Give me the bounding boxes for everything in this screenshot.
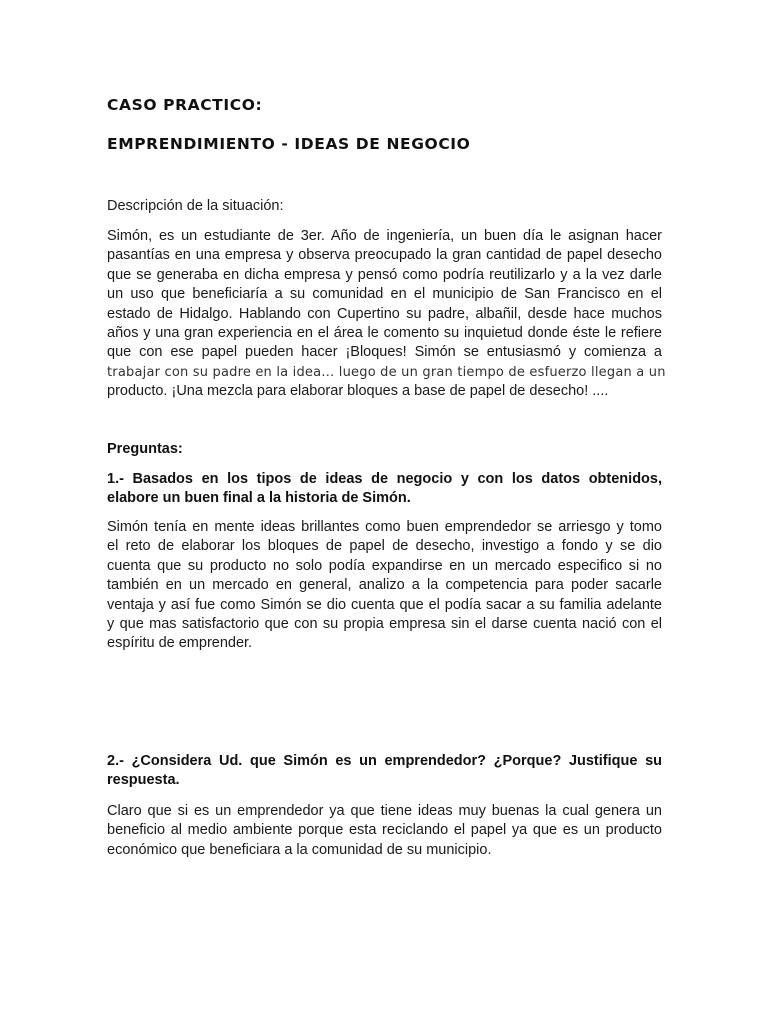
- answer-1-line: Simón tenía en mente ideas brillantes como buen emprendedor se arriesgo y tomo: [107, 519, 662, 535]
- description-line: Simón, es un estudiante de 3er. Año de ingeniería, un buen día le asignan hacer: [107, 228, 662, 244]
- description-label: Descripción de la situación:: [107, 198, 284, 214]
- description-line: producto. ¡Una mezcla para elaborar bloques a base de papel de desecho! ....: [107, 383, 609, 400]
- document-title: CASO PRACTICO:: [107, 96, 263, 114]
- answer-2-line: Claro que si es un emprendedor ya que tiene ideas muy buenas la cual genera un: [107, 803, 662, 819]
- answer-2-line: económico que beneficiara a la comunidad de su municipio.: [107, 841, 492, 858]
- question-1-line: 1.- Basados en los tipos de ideas de negocio y con los datos obtenidos,: [107, 471, 662, 487]
- question-2-line: 2.- ¿Considera Ud. que Simón es un emprendedor? ¿Porque? Justifique su: [107, 753, 662, 769]
- question-2: [107, 752, 662, 791]
- answer-1-line: cuenta que su producto no solo podía expandirse en un mercado especifico si no: [107, 557, 662, 574]
- description-line: que se generaba en dicha empresa y pensó como podría reutilizarlo y a la vez darle: [107, 266, 662, 283]
- question-1-line: elabore un buen final a la historia de Simón.: [107, 490, 411, 507]
- answer-1-line: espíritu de emprender.: [107, 635, 253, 652]
- answer-1-line: el reto de elaborar los bloques de papel de desecho, investigo a fondo y se dio: [107, 538, 662, 555]
- description-line: trabajar con su padre en la idea… luego de un gran tiempo de esfuerzo llegan a un: [107, 364, 666, 380]
- description-line: años y una gran experiencia en el área le comento su inquietud donde éste le refiere: [107, 325, 662, 342]
- answer-2: [107, 802, 662, 860]
- answer-2-line: beneficio al medio ambiente porque esta reciclando el papel ya que es un producto: [107, 822, 662, 839]
- answer-1: [107, 518, 662, 654]
- answer-1-line: ventaja y así fue como Simón se dio cuenta que el podía sacar a su familia adelante: [107, 596, 662, 613]
- answer-1-line: y que mas satisfactorio que con su propia empresa sin el darse cuenta nació con el: [107, 616, 662, 633]
- question-2-line: respuesta.: [107, 772, 180, 789]
- document-subtitle: EMPRENDIMIENTO - IDEAS DE NEGOCIO: [107, 135, 471, 153]
- description-line: que con ese papel pueden hacer ¡Bloques! Simón se entusiasmó y comienza a: [107, 344, 662, 361]
- answer-1-line: también en un mercado en general, analizo a la competencia para poder sacarle: [107, 577, 662, 594]
- description-line: pasantías en una empresa y observa preocupado la gran cantidad de papel desecho: [107, 247, 662, 264]
- description-paragraph: [107, 227, 666, 402]
- question-1: [107, 470, 662, 509]
- questions-heading: Preguntas:: [107, 441, 183, 457]
- description-line: estado de Hidalgo. Hablando con Cupertino su padre, albañil, desde hace muchos: [107, 305, 662, 322]
- description-line: un uso que beneficiaría a su comunidad en el municipio de San Francisco en el: [107, 286, 662, 303]
